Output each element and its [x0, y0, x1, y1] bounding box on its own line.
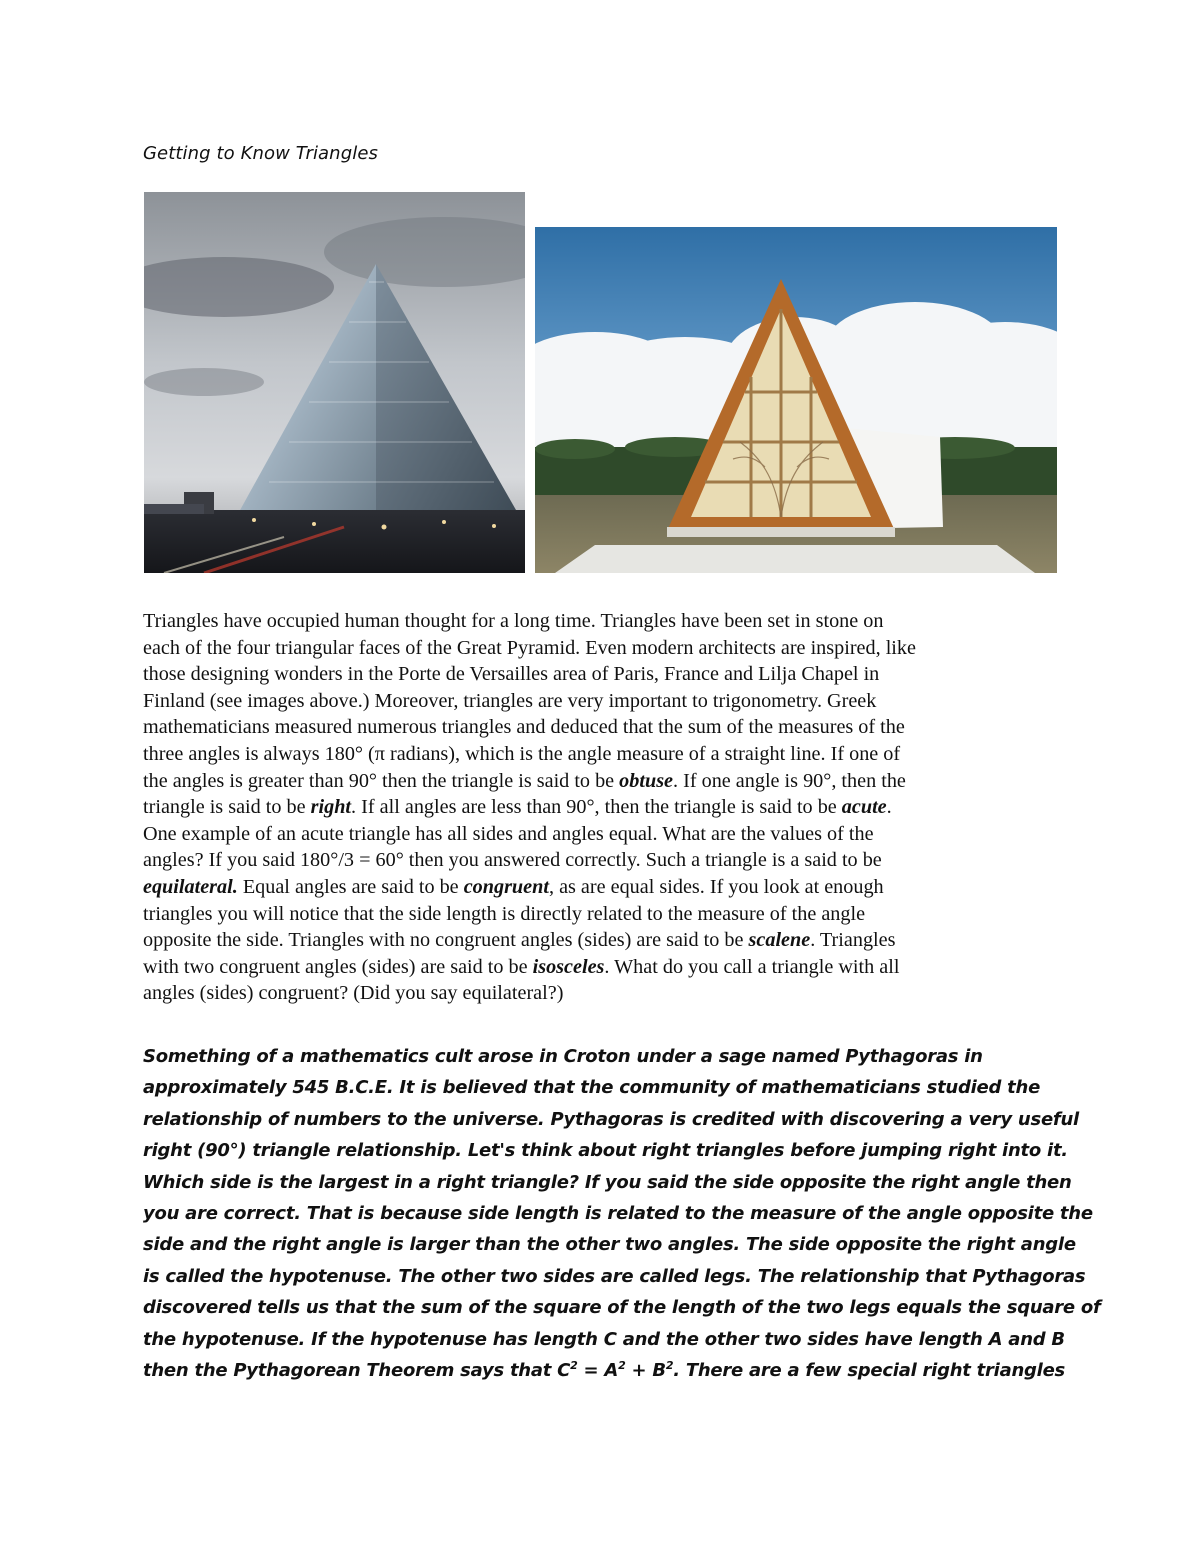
- intro-line: One example of an acute triangle has all sides and angles equal. What are the values of the: [143, 822, 874, 845]
- pythagoras-line: right (90°) triangle relationship. Let's think about right triangles before jumping right into it.: [143, 1140, 1068, 1162]
- intro-text: .: [886, 796, 892, 819]
- keyword-scalene: scalene: [748, 929, 811, 952]
- intro-line: triangles you will notice that the side length is directly related to the measure of the angle: [143, 902, 866, 925]
- keyword-obtuse: obtuse: [619, 769, 674, 792]
- triangle-tower-photo: [144, 192, 525, 573]
- exponent: 2: [665, 1359, 674, 1373]
- intro-text: with two congruent angles (sides) are said to be: [143, 955, 533, 978]
- intro-line: those designing wonders in the Porte de Versailles area of Paris, France and Lilja Chapel in: [143, 663, 880, 686]
- keyword-right: right: [310, 796, 352, 819]
- intro-text: . If all angles are less than 90°, then the triangle is said to be: [351, 796, 842, 819]
- intro-line: [143, 954, 1083, 981]
- document-title: Getting to Know Triangles: [143, 143, 378, 164]
- intro-line: Triangles have occupied human thought for a long time. Triangles have been set in stone on: [143, 610, 884, 632]
- theorem-text: . There are a few special right triangles: [673, 1360, 1066, 1382]
- pythagoras-line: discovered tells us that the sum of the square of the length of the two legs equals the square of: [143, 1297, 1101, 1319]
- intro-line: angles (sides) congruent? (Did you say equilateral?): [143, 982, 564, 1005]
- pythagoras-line: side and the right angle is larger than the other two angles. The side opposite the right angle: [143, 1234, 1076, 1256]
- intro-line: each of the four triangular faces of the Great Pyramid. Even modern architects are inspired, like: [143, 636, 916, 659]
- intro-text: opposite the side. Triangles with no congruent angles (sides) are said to be: [143, 929, 749, 952]
- intro-line: angles? If you said 180°/3 = 60° then you answered correctly. Such a triangle is a said to be: [143, 849, 882, 872]
- intro-line: three angles is always 180° (π radians), which is the angle measure of a straight line. If one of: [143, 742, 901, 765]
- pythagoras-line: Something of a mathematics cult arose in Croton under a sage named Pythagoras in: [143, 1046, 983, 1067]
- exponent: 2: [618, 1359, 626, 1373]
- intro-text: , as are equal sides. If you look at enough: [548, 875, 884, 898]
- intro-line: [143, 874, 1083, 901]
- keyword-congruent: congruent: [463, 875, 549, 898]
- pythagoras-paragraph: [143, 1041, 1101, 1386]
- pythagoras-line: Which side is the largest in a right triangle? If you said the side opposite the right angle then: [143, 1171, 1072, 1193]
- pythagoras-theorem-line: [143, 1355, 1073, 1386]
- theorem-text: = A: [577, 1360, 619, 1382]
- theorem-text: then the Pythagorean Theorem says that C: [143, 1360, 571, 1382]
- intro-text: triangle is said to be: [143, 796, 311, 819]
- keyword-equilateral: equilateral.: [143, 875, 238, 898]
- keyword-acute: acute: [841, 796, 887, 819]
- pythagoras-line: you are correct. That is because side length is related to the measure of the angle opposite the: [143, 1203, 1093, 1225]
- theorem-text: + B: [625, 1360, 666, 1382]
- intro-text: . If one angle is 90°, then the: [673, 769, 906, 792]
- keyword-isosceles: isosceles: [532, 955, 605, 978]
- intro-line: mathematicians measured numerous triangles and deduced that the sum of the measures of the: [143, 716, 905, 739]
- intro-line: [143, 927, 1083, 954]
- exponent: 2: [570, 1359, 578, 1373]
- pythagoras-line: is called the hypotenuse. The other two sides are called legs. The relationship that Pythagoras: [143, 1265, 1086, 1287]
- intro-line: Finland (see images above.) Moreover, triangles are very important to trigonometry. Greek: [143, 689, 877, 712]
- intro-line: [143, 794, 1083, 821]
- triangle-chapel-photo: [535, 227, 1057, 573]
- intro-text: Equal angles are said to be: [237, 875, 464, 898]
- pythagoras-line: the hypotenuse. If the hypotenuse has length C and the other two sides have length A and B: [143, 1328, 1065, 1350]
- intro-paragraph: [143, 608, 1083, 1007]
- intro-text: . What do you call a triangle with all: [604, 955, 900, 978]
- pythagoras-line: relationship of numbers to the universe. Pythagoras is credited with discovering a very useful: [143, 1108, 1079, 1130]
- intro-text: . Triangles: [810, 929, 896, 952]
- intro-line: [143, 768, 1083, 795]
- intro-text: the angles is greater than 90° then the triangle is said to be: [143, 769, 620, 792]
- pythagoras-line: approximately 545 B.C.E. It is believed that the community of mathematicians studied the: [143, 1077, 1041, 1099]
